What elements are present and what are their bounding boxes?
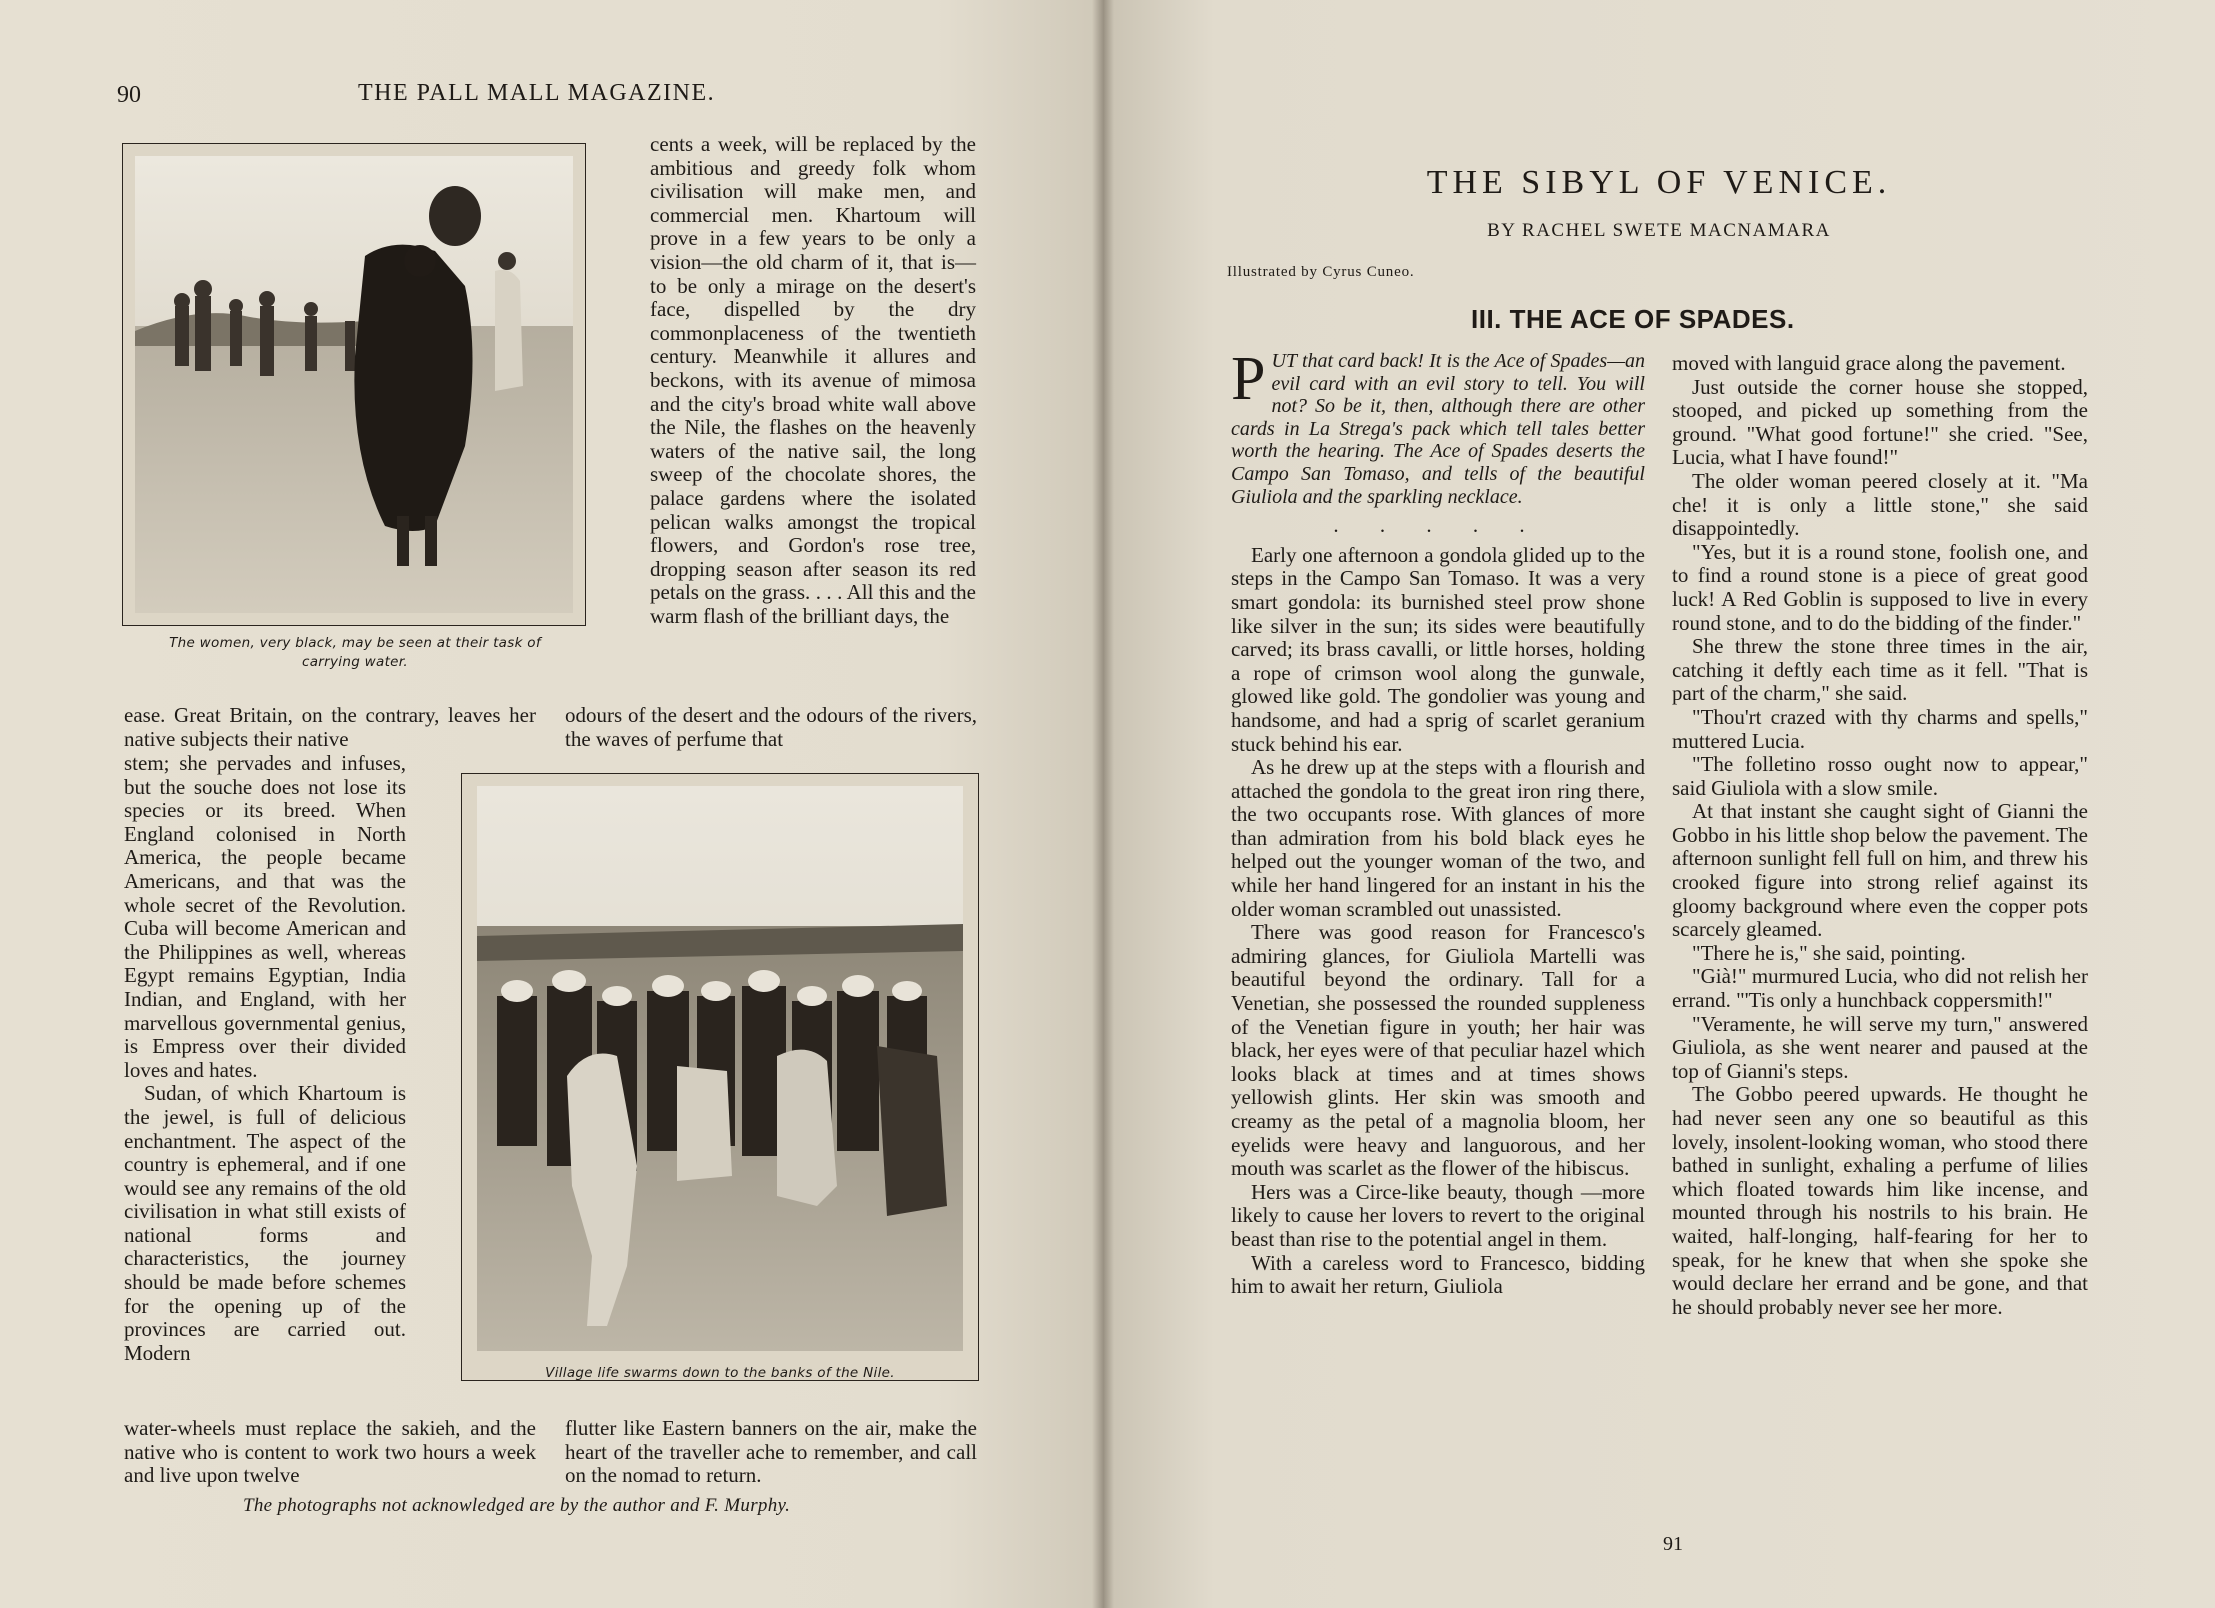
- article-title: THE SIBYL OF VENICE.: [1426, 164, 1892, 201]
- paragraph: Just outside the corner house she stopped, stooped, and picked up something from the ground. "What good fortune!" she cried. "See, Lucia, what I have found!": [1672, 374, 2088, 470]
- paragraph: "Yes, but it is a round stone, foolish one, and to find a round stone is a piece of great good luck! A Red Goblin is supposed to live in every round stone, and to do the bidding of the finder.": [1672, 539, 2088, 635]
- paragraph: cents a week, will be replaced by the ambitious and greedy folk whom civilisation will make men, and commercial men. Khartoum will prove in a few years to be only a vision—the old charm of it, that is—to be only a mirage on the desert's face, dispelled by the dry commonplaceness of the twentieth century. Meanwhile it allures and beckons, with its avenue of mimosa and the city's broad white wall above the Nile, the flashes on the heavenly waters of the native sail, the long sweep of the chocolate shores, the palace gardens where the isolated pelican walks amongst the tropical flowers, and Gordon's rose tree, dropping season after season its red petals on the grass. . . . All this and the warm flash of the brilliant days, the: [650, 132, 976, 628]
- intro-italic: [1231, 345, 1645, 508]
- photo-women-carrying-water: [122, 143, 586, 626]
- column-1: [1231, 345, 1645, 1299]
- section-dots: . . . . .: [1333, 513, 1543, 538]
- paragraph: The older woman peered closely at it. "Ma che! it is only a little stone," she said disappointedly.: [1672, 468, 2088, 541]
- drop-cap: P: [1231, 345, 1266, 413]
- photo-women-image: [135, 156, 573, 613]
- paragraph: There was good reason for Francesco's admiring glances, for Giuliola Martelli was beautiful beyond the ordinary. Tall for a Venetian, she possessed the rounded suppleness of the Venetian figure in youth; her hair was black, her eyes were of that peculiar hazel which looks black at times and at times shows yellowish glints. Her skin was smooth and creamy as the petal of a magnolia bloom, her eyelids were heavy and languorous, and her mouth was scarlet as the flower of the hibiscus.: [1231, 920, 1645, 1181]
- right-page: [1103, 0, 2215, 1608]
- paragraph: water-wheels must replace the sakieh, and the native who is content to work two hours a week and live upon twelve: [124, 1416, 536, 1488]
- column-2: [1672, 352, 2088, 1319]
- paragraph: "Già!" murmured Lucia, who did not relish her errand. "'Tis only a hunchback coppersmith!": [1672, 964, 2088, 1013]
- paragraph: moved with languid grace along the pavement.: [1672, 351, 2066, 375]
- column-1-text: [1231, 544, 1645, 1299]
- byline: BY RACHEL SWETE MACNAMARA: [1487, 220, 1831, 241]
- column-right-mid: [565, 704, 977, 751]
- paragraph: As he drew up at the steps with a flourish and attached the gondola to the great iron ring there, the two occupants rose. With glances of more than admiration from his bold black eyes he helped out the younger woman of the two, and while her hand lingered for an instant in his the older woman scrambled out unassisted.: [1231, 755, 1645, 921]
- paragraph: flutter like Eastern banners on the air, make the heart of the traveller ache to remember, and call on the nomad to return.: [565, 1416, 977, 1488]
- book-gutter: [1092, 0, 1114, 1608]
- paragraph: "Veramente, he will serve my turn," answered Giuliola, as she went nearer and paused at the top of Gianni's steps.: [1672, 1011, 2088, 1083]
- column-right-bottom: [565, 1417, 977, 1488]
- column-left-mid: [124, 704, 536, 751]
- column-left-bottom: [124, 1417, 536, 1488]
- page-number: 90: [117, 82, 141, 108]
- intro-text: UT that card back! It is the Ace of Spades—an evil card with an evil story to tell. You will not? So be it, then, although there are other cards in La Strega's pack which tell tales better worth the hearing. The Ace of Spades deserts the Campo San Tomaso, and tells of the beautiful Giuliola and the sparkling necklace.: [1231, 350, 1645, 508]
- paragraph: Sudan, of which Khartoum is the jewel, is full of delicious enchantment. The aspect of the country is ephemeral, and if one would see any remains of the old civilisation in what still exists of national forms and characteristics, the journey should be made before schemes for the opening up of the provinces are carried out. Modern: [124, 1081, 406, 1365]
- chapter-heading: III. THE ACE OF SPADES.: [1471, 304, 1795, 334]
- paragraph: "Thou'rt crazed with thy charms and spells," muttered Lucia.: [1672, 704, 2088, 753]
- column-right-top: [650, 133, 976, 628]
- paragraph: With a careless word to Francesco, bidding him to await her return, Giuliola: [1231, 1250, 1645, 1299]
- paragraph: odours of the desert and the odours of the rivers, the waves of perfume that: [565, 703, 977, 751]
- photo-credit: The photographs not acknowledged are by the author and F. Murphy.: [243, 1495, 791, 1516]
- running-head: THE PALL MALL MAGAZINE.: [358, 80, 716, 106]
- page-number: 91: [1663, 1533, 1683, 1555]
- paragraph: "The folletino rosso ought now to appear," said Giuliola with a slow smile.: [1672, 752, 2088, 800]
- paragraph: She threw the stone three times in the air, catching it deftly each time as it fell. "That is part of the charm," she said.: [1672, 634, 2088, 706]
- section-break: [1231, 514, 1645, 538]
- paragraph: Hers was a Circe-like beauty, though —more likely to cause her lovers to revert to the original beast than rise to the potential angel in them.: [1231, 1179, 1645, 1251]
- photo1-caption: The women, very black, may be seen at their task of carrying water.: [169, 635, 541, 670]
- paragraph: stem; she pervades and infuses, but the souche does not lose its species or its breed. When England colonised in North America, the people became Americans, and that was the whole secret of the Revolution. Cuba will become American and the Philippines as well, whereas Egypt remains Egyptian, India Indian, and England, with her marvellous governmental genius, is Empress over their divided loves and hates.: [124, 751, 406, 1082]
- paragraph: At that instant she caught sight of Gianni the Gobbo in his little shop below the pavement. The afternoon sunlight fell full on him, and threw his crooked figure into strong relief against its gloomy background where even the copper pots scarcely gleamed.: [1672, 799, 2088, 942]
- photo-village-life: [461, 773, 979, 1381]
- paragraph: Early one afternoon a gondola glided up to the steps in the Campo San Tomaso. It was a very smart gondola: its burnished steel prow shone like silver in the sun; its sides were beautifully carved; its brass cavalli, or little horses, holding a rope of crimson wool along the gunwale, glowed like gold. The gondolier was young and handsome, and had a sprig of scarlet geranium stuck behind his ear.: [1231, 542, 1645, 756]
- paragraph: ease. Great Britain, on the contrary, leaves her native subjects their native: [124, 703, 536, 751]
- left-page: [0, 0, 1103, 1608]
- column-left-narrow: [124, 752, 406, 1365]
- illustrator-credit: Illustrated by Cyrus Cuneo.: [1227, 264, 1415, 280]
- paragraph: "There he is," she said, pointing.: [1692, 940, 1966, 965]
- photo2-caption: Village life swarms down to the banks of the Nile.: [545, 1365, 895, 1381]
- paragraph: The Gobbo peered upwards. He thought he had never seen any one so beautiful as this lovely, insolent-looking woman, who stood there bathed in sunlight, exhaling a perfume of lilies which floated towards him like incense, and mounted through his nostrils to his brain. He waited, half-longing, half-fearing for her to speak, for he knew that when she spoke she would declare her errand and be gone, and that he should probably never see her more.: [1672, 1082, 2088, 1319]
- photo-village-image: [477, 786, 963, 1351]
